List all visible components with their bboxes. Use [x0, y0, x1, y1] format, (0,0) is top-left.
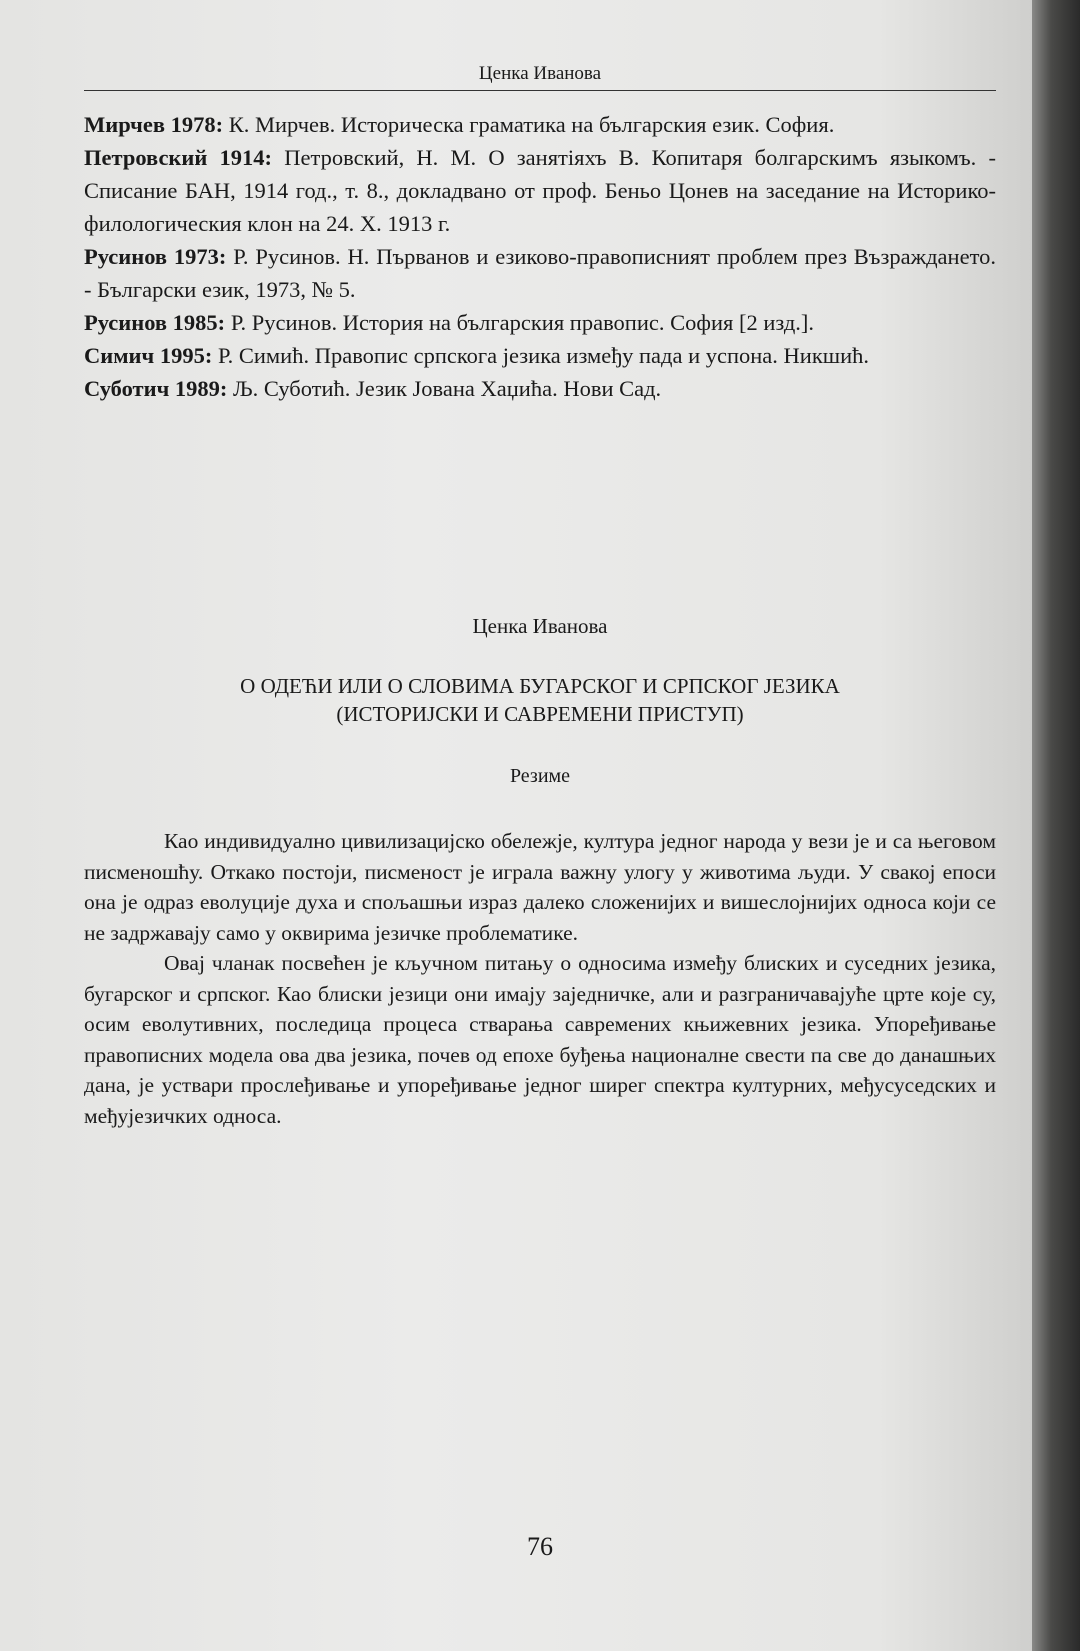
reference-text: Р. Русинов. Н. Първанов и езиково-правописният проблем през Възраждането. - Български език, 1973, № 5. — [84, 244, 996, 302]
summary-paragraph: Овај чланак посвећен је кључном питању о односима између блиских и суседних језика, бугарског и српског. Као блиски језици они имају заједничке, али и разграничавајуће црте које су, осим еволутивних, последица процеса стварања савремених књижевних језика. Упоређивање правописних модела ова два језика, почев од епохе буђења националне свести па све до данашњих дана, је уствари прослеђивање и упоређивање једног ширег спектра културних, међусуседских и међујезичких односа. — [84, 951, 996, 1128]
reference-text: Р. Русинов. История на българския правопис. София [2 изд.]. — [225, 310, 815, 335]
summary-subtitle-line: (ИСТОРИЈСКИ И САВРЕМЕНИ ПРИСТУП) — [336, 702, 744, 726]
summary-title-line: О ОДЕЋИ ИЛИ О СЛОВИМА БУГАРСКОГ И СРПСКОГ ЈЕЗИКА — [240, 674, 840, 698]
reference-entry — [84, 108, 996, 141]
summary-paragraph: Као индивидуално цивилизацијско обележје, култура једног народа у вези је и са његовом писменошћу. Откако постоји, писменост је играла важну улогу у животима људи. У свакој епоси она је одраз еволуције духа и спољашњи израз далеко сложенијих и вишеслојнијих односа који се не задржавају само у оквирима језичке проблематике. — [84, 829, 996, 945]
reference-key: Симич 1995: — [84, 343, 213, 368]
reference-list — [84, 108, 996, 405]
reference-key: Суботич 1989: — [84, 376, 228, 401]
summary-author: Ценка Иванова — [472, 614, 608, 638]
reference-text: Петровский, Н. М. О занятіяхъ В. Копитаря болгарскимъ языкомъ. - Списание БАН, 1914 год., т. 8., докладвано от проф. Беньо Цонев на заседание на Историко-филологическия клон на 24. X. 1913 г. — [84, 145, 996, 236]
reference-entry — [84, 372, 996, 405]
reference-entry — [84, 339, 996, 372]
reference-key: Петровский 1914: — [84, 145, 273, 170]
reference-text: Љ. Суботић. Језик Јована Хаџића. Нови Сад. — [227, 376, 662, 401]
reference-text: К. Мирчев. Историческа граматика на българския език. София. — [223, 112, 835, 137]
reference-text: Р. Симић. Правопис српскога језика између пада и успона. Никшић. — [212, 343, 869, 368]
reference-key: Мирчев 1978: — [84, 112, 224, 137]
running-head: Ценка Иванова — [84, 62, 996, 91]
reference-entry — [84, 306, 996, 339]
summary-heading: Резиме — [509, 765, 571, 787]
summary-title — [84, 672, 996, 728]
reference-key: Русинов 1985: — [84, 310, 226, 335]
reference-key: Русинов 1973: — [84, 244, 227, 269]
book-gutter — [1032, 0, 1080, 1651]
page-number: 76 — [527, 1532, 553, 1561]
summary-body — [84, 826, 996, 1131]
reference-entry — [84, 240, 996, 306]
reference-entry — [84, 141, 996, 240]
